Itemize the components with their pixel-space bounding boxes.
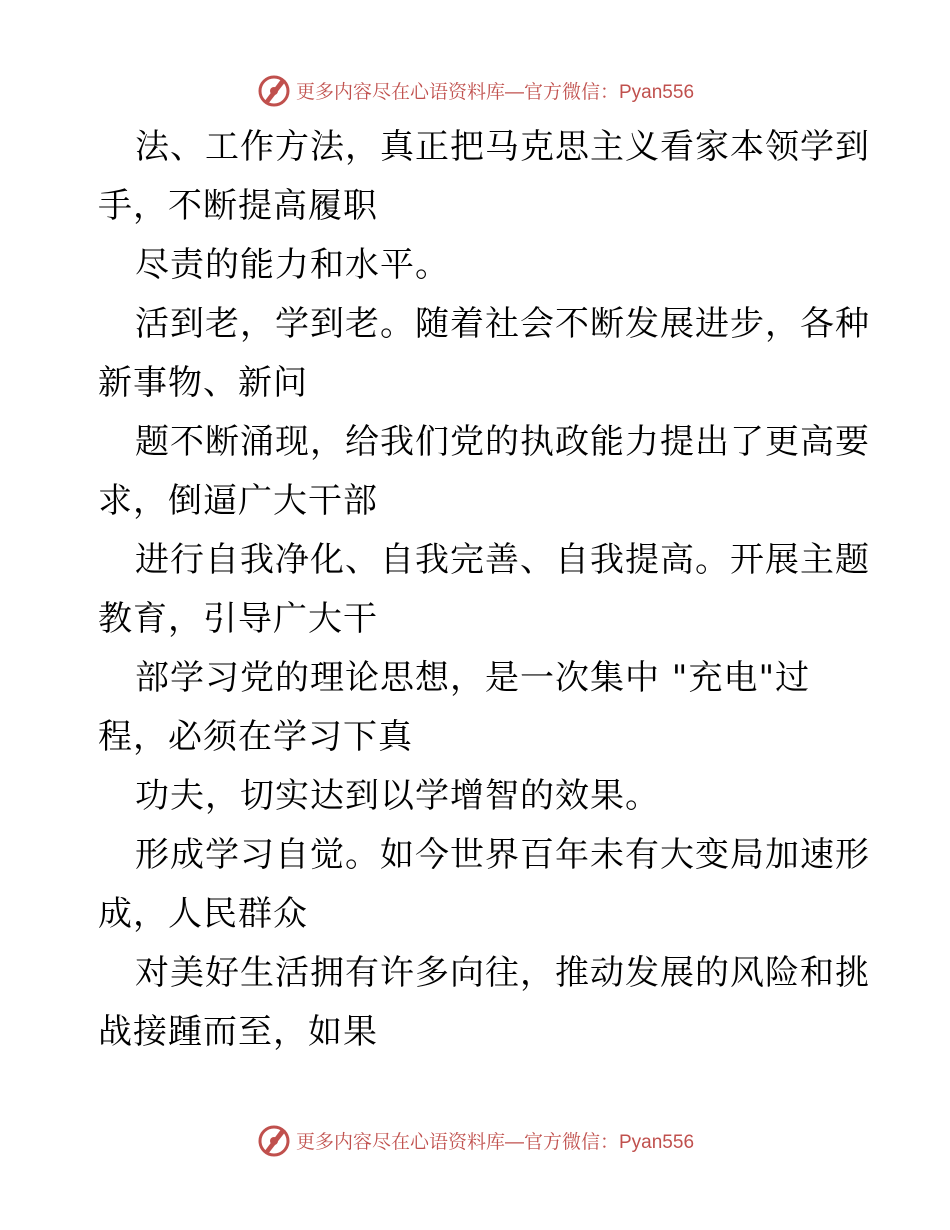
body-line: 对美好生活拥有许多向往，推动发展的风险和挑	[135, 953, 870, 993]
quill-logo-icon	[256, 72, 292, 108]
header-watermark	[0, 70, 950, 110]
body-line: 题不断涌现，给我们党的执政能力提出了更高要	[135, 422, 870, 462]
body-line: 形成学习自觉。如今世界百年未有大变局加速形	[135, 835, 870, 875]
body-line: 尽责的能力和水平。	[135, 245, 450, 285]
body-line: 新事物、新问	[98, 363, 308, 403]
body-line: 进行自我净化、自我完善、自我提高。开展主题	[135, 540, 870, 580]
footer-watermark	[0, 1120, 950, 1160]
body-line: 程，必须在学习下真	[98, 717, 413, 757]
body-line: 功夫，切实达到以学增智的效果。	[135, 776, 660, 816]
header-site-text: 更多内容尽在心语资料库	[295, 80, 505, 103]
body-line: 活到老，学到老。随着社会不断发展进步，各种	[135, 304, 870, 344]
body-line: 成，人民群众	[98, 894, 308, 934]
body-line: 求，倒逼广大干部	[98, 481, 378, 521]
document-body	[98, 118, 878, 1062]
quill-logo-icon	[256, 1122, 292, 1158]
footer-site-text: 更多内容尽在心语资料库	[295, 1130, 505, 1153]
header-wechat-text: —官方微信：Pyan556	[505, 81, 695, 103]
body-line: 手，不断提高履职	[98, 186, 378, 226]
body-line: 法、工作方法，真正把马克思主义看家本领学到	[135, 127, 870, 167]
body-line: 部学习党的理论思想，是一次集中 "充电"过	[135, 658, 811, 698]
body-line: 战接踵而至，如果	[98, 1012, 378, 1052]
footer-wechat-text: —官方微信：Pyan556	[505, 1131, 695, 1153]
body-line: 教育，引导广大干	[98, 599, 378, 639]
